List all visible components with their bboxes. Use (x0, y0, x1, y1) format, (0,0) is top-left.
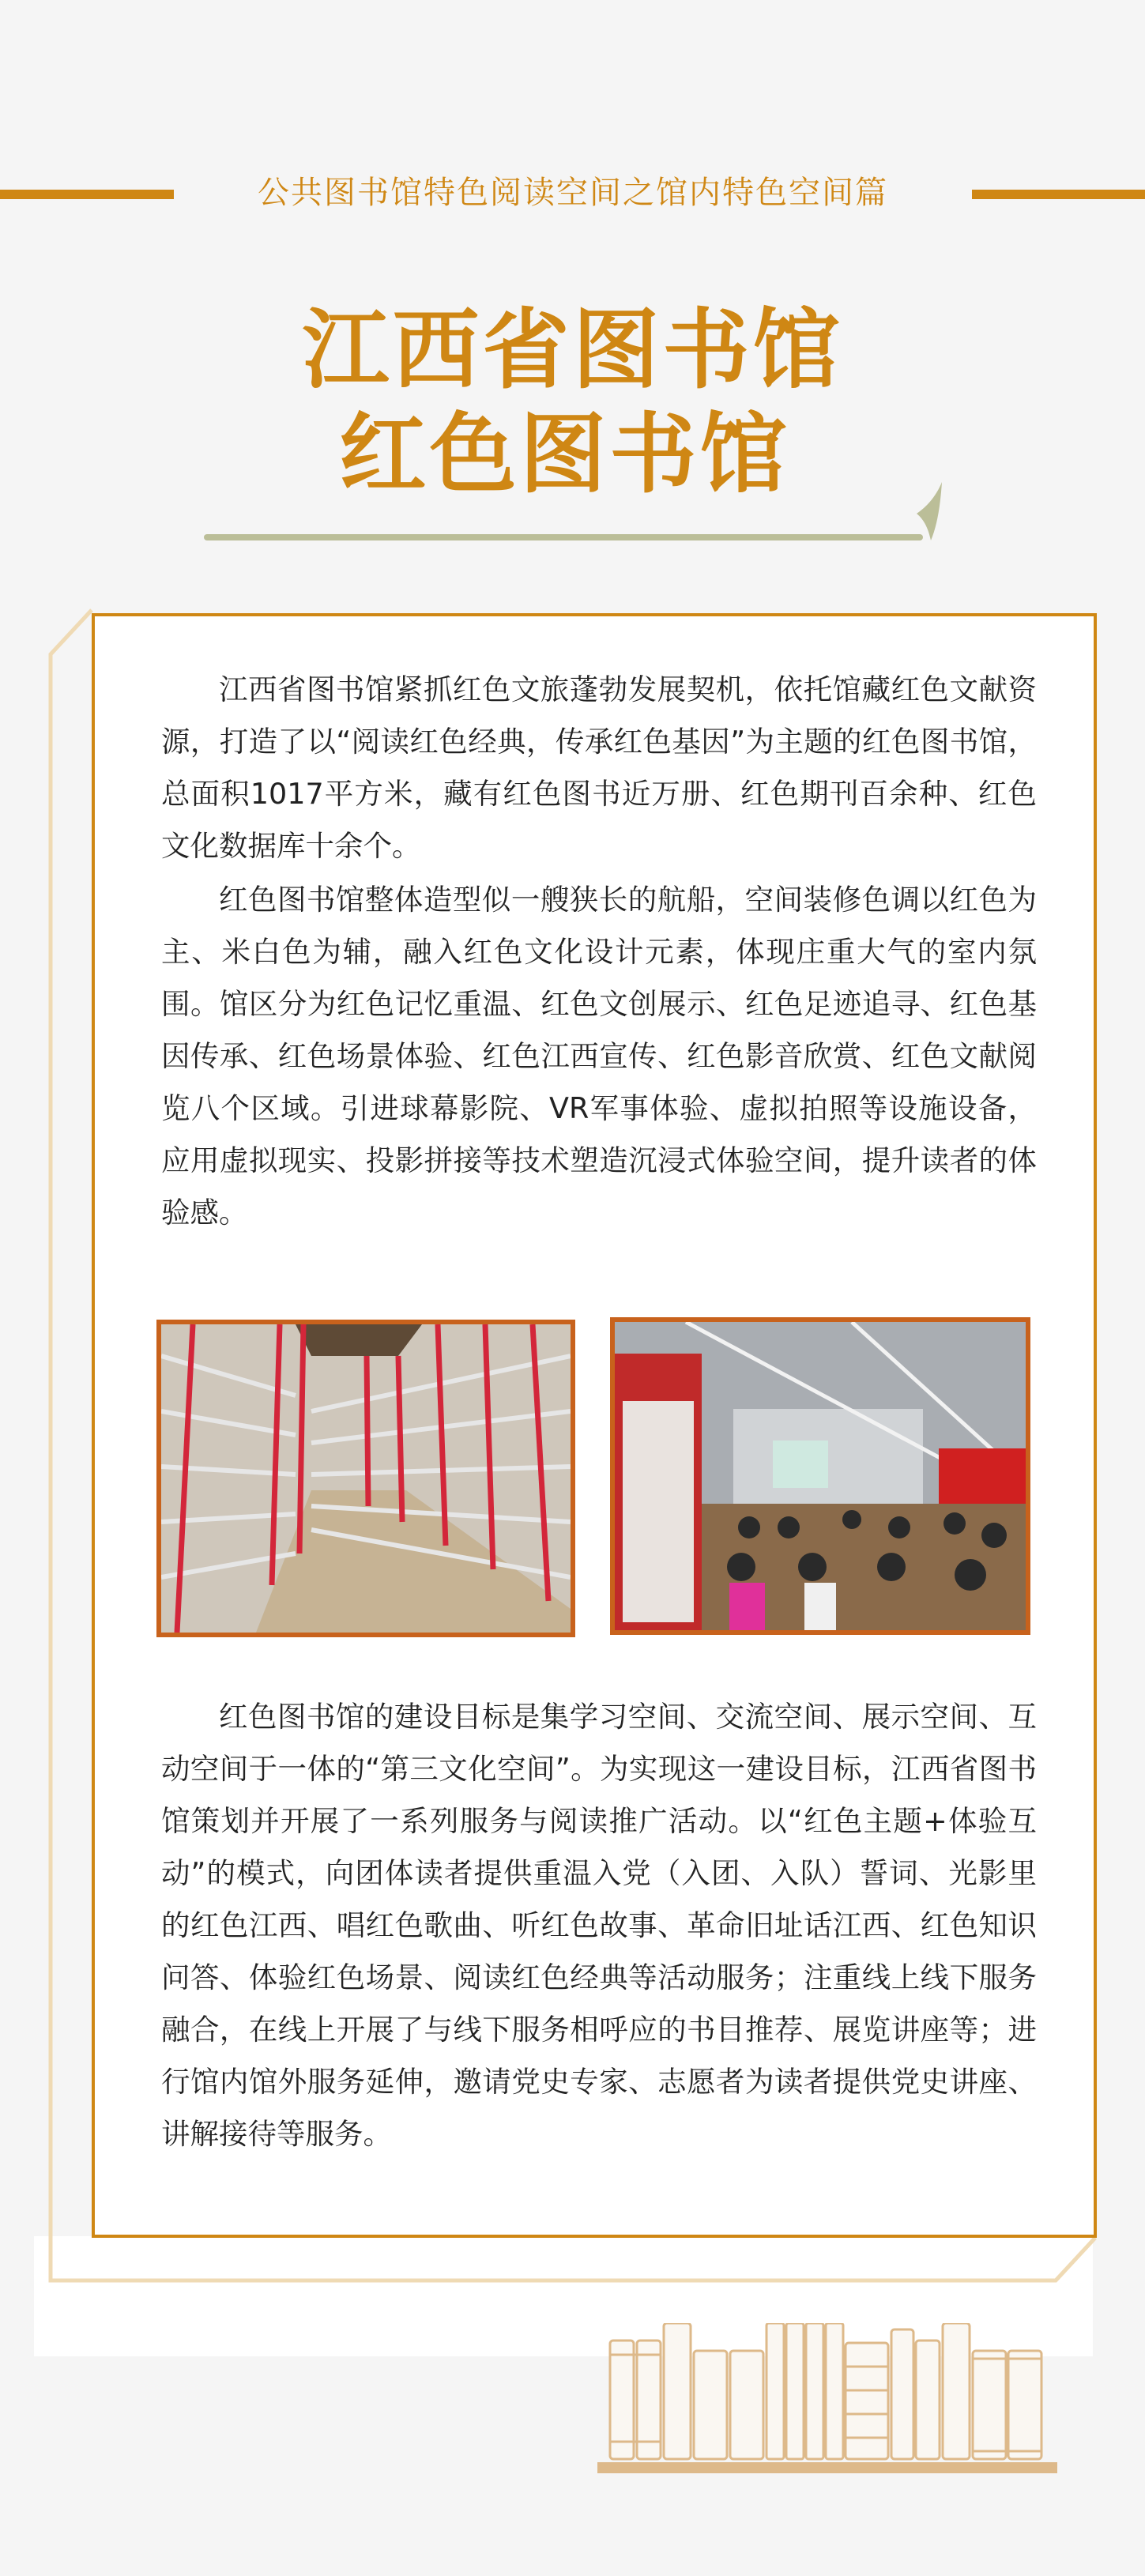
page-curl-decoration (893, 474, 948, 545)
article-paragraph-3: 红色图书馆的建设目标是集学习空间、交流空间、展示空间、互动空间于一体的“第三文化空间”。为实现这一建设目标，江西省图书馆策划并开展了一系列服务与阅读推广活动。以“红色主题+体验互动”的模式，向团体读者提供重温入党（入团、入队）誓词、光影里的红色江西、唱红色歌曲、听红色故事、革命旧址话江西、红色知识问答、体验红色场景、阅读红色经典等活动服务；注重线上线下服务融合，在线上开展了与线下服务相呼应的书目推荐、展览讲座等；进行馆内馆外服务延伸，邀请党史专家、志愿者为读者提供党史讲座、讲解接待等服务。 (161, 1700, 1037, 2151)
title-underline (204, 534, 923, 540)
photo-lecture-room (610, 1317, 1030, 1635)
page-title-line2: 红色图书馆 (339, 404, 790, 505)
page-title-line1: 江西省图书馆 (302, 299, 843, 401)
header-rule-right (972, 190, 1145, 199)
bookshelf-illustration (161, 1324, 571, 1633)
bookshelf-icon (597, 2323, 1060, 2481)
series-label: 公共图书馆特色阅读空间之馆内特色空间篇 (258, 175, 888, 211)
article-paragraph-1: 江西省图书馆紧抓红色文旅蓬勃发展契机，依托馆藏红色文献资源，打造了以“阅读红色经典，传承红色基因”为主题的红色图书馆，总面积1017平方米，藏有红色图书近万册、红色期刊百余种、红色文化数据库十余个。 (161, 672, 1037, 863)
photo-red-bookshelves (156, 1320, 575, 1637)
article-paragraph-2: 红色图书馆整体造型似一艘狭长的航船，空间装修色调以红色为主、米白色为辅，融入红色文化设计元素，体现庄重大气的室内氛围。馆区分为红色记忆重温、红色文创展示、红色足迹追寻、红色基因传承、红色场景体验、红色江西宣传、红色影音欣赏、红色文献阅览八个区域。引进球幕影院、VR军事体验、虚拟拍照等设施设备，应用虚拟现实、投影拼接等技术塑造沉浸式体验空间，提升读者的体验感。 (161, 883, 1037, 1230)
header-rule-left (0, 190, 174, 199)
lecture-room-illustration (615, 1322, 1026, 1630)
